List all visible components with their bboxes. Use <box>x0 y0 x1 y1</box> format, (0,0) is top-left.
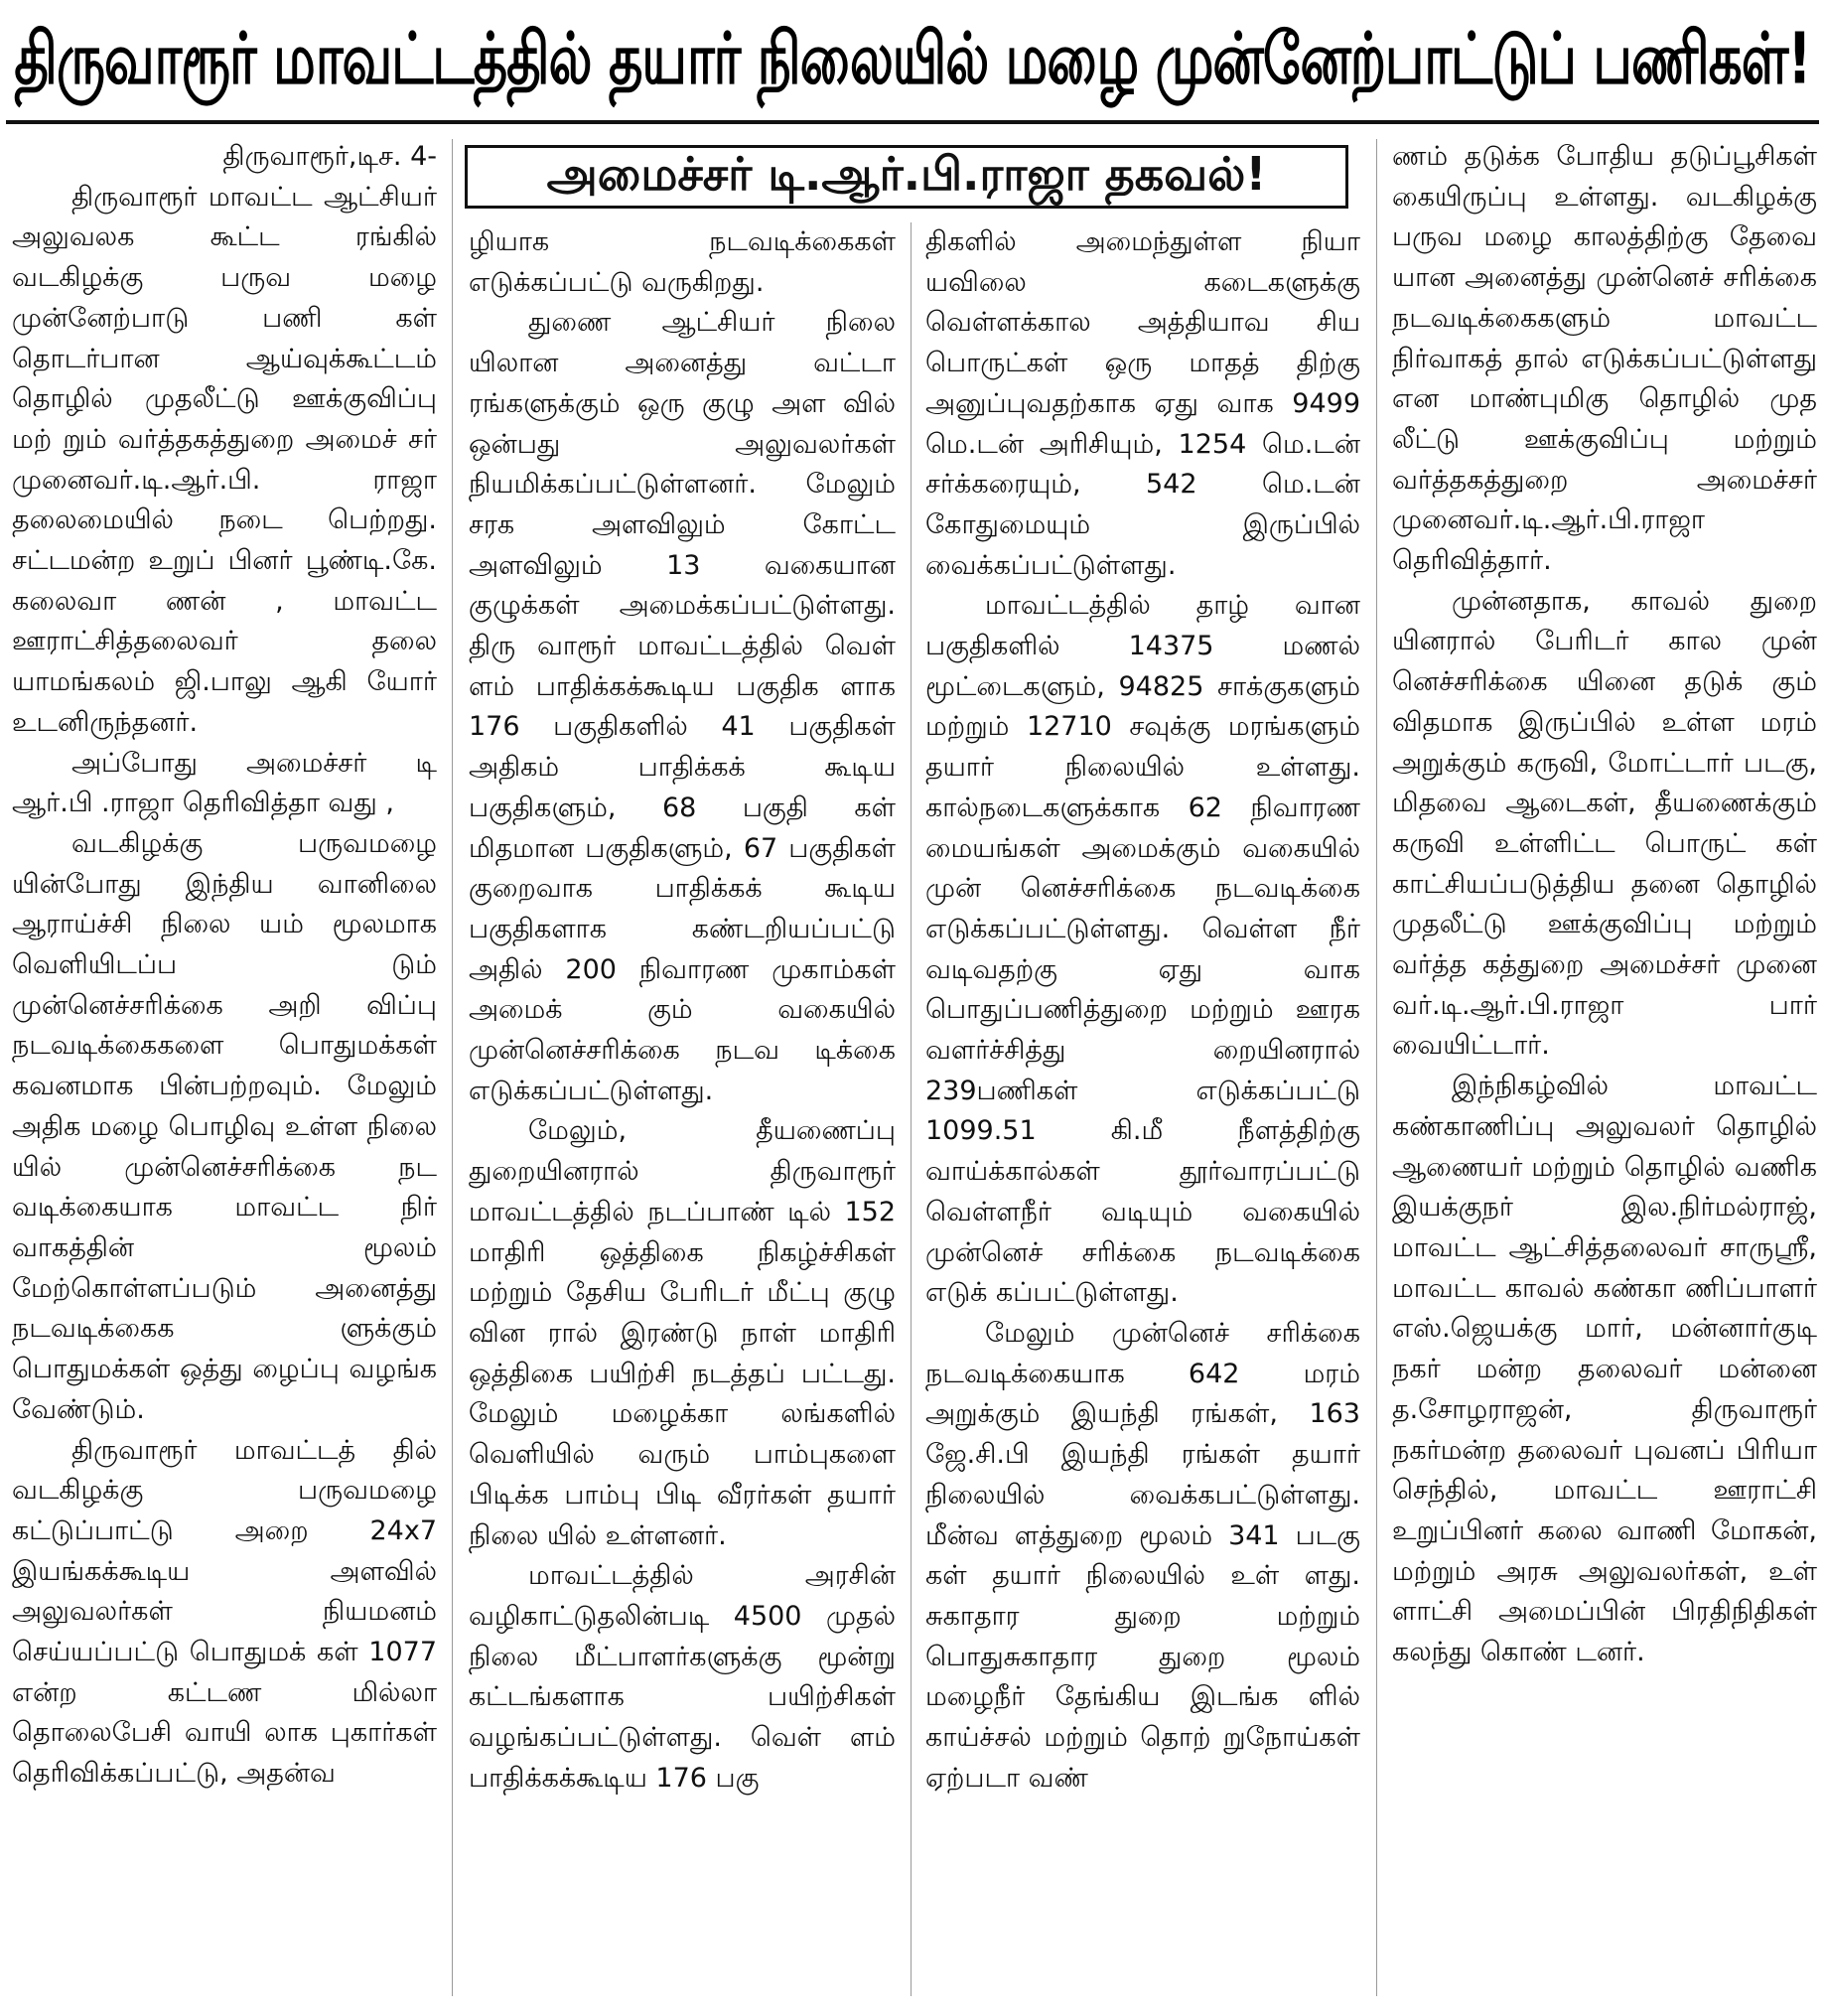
article-column-4 <box>1392 137 1817 1998</box>
paragraph: துணை ஆட்சியர் நிலை யிலான அனைத்து வட்டா ரங்களுக்கும் ஒரு குழு அள வில் ஒன்பது அலுவலர்கள் நியமிக்கப்பட்டுள்ளனர். மேலும் சரக அளவிலும் கோட்ட அளவிலும் 13 வகையான குழுக்கள் அமைக்கப்பட்டுள்ளது. திரு வாரூர் மாவட்டத்தில் வெள் ளம் பாதிக்கக்கூடிய பகுதிக ளாக 176 பகுதிகளில் 41 பகுதிகள் அதிகம் பாதிக்கக் கூடிய பகுதிகளும், 68 பகுதி கள் மிதமான பகுதிகளும், 67 பகுதிகள் குறைவாக பாதிக்கக் கூடிய பகுதிகளாக கண்டறியப்பட்டு அதில் 200 நிவாரண முகாம்கள் அமைக் கும் வகையில் முன்னெச்சரிக்கை நடவ டிக்கை எடுக்கப்பட்டுள்ளது. <box>469 307 896 1106</box>
article-column-2 <box>469 222 896 1998</box>
paragraph: ழியாக நடவடிக்கைகள் எடுக்கப்பட்டு வருகிறது. <box>469 226 896 298</box>
column-divider <box>911 222 912 1996</box>
article-column-1 <box>12 137 437 1998</box>
column-divider <box>452 139 453 1996</box>
paragraph: திருவாரூர் மாவட்டத் தில் வடகிழக்கு பருவமழை கட்டுப்பாட்டு அறை 24x7 இயங்கக்கூடிய அளவில் அலுவலர்கள் நியமனம் செய்யப்பட்டு பொதுமக் கள் 1077 என்ற கட்டண மில்லா தொலைபேசி வாயி லாக புகார்கள் தெரிவிக்கப்பட்டு, அதன்வ <box>12 1434 437 1790</box>
paragraph: ணம் தடுக்க போதிய தடுப்பூசிகள் கையிருப்பு உள்ளது. வடகிழக்கு பருவ மழை காலத்திற்கு தேவை யான அனைத்து முன்னெச் சரிக்கை நடவடிக்கைகளும் மாவட்ட நிர்வாகத் தால் எடுக்கப்பட்டுள்ளது என மாண்புமிகு தொழில் முத லீட்டு ஊக்குவிப்பு மற்றும் வர்த்தகத்துறை அமைச்சர் முனைவர்.டி.ஆர்.பி.ராஜா தெரிவித்தார். <box>1392 141 1817 577</box>
paragraph: மேலும், தீயணைப்பு துறையினரால் திருவாரூர் மாவட்டத்தில் நடப்பாண் டில் 152 மாதிரி ஒத்திகை நிகழ்ச்சிகள் மற்றும் தேசிய பேரிடர் மீட்பு குழு வின ரால் இரண்டு நாள் மாதிரி ஒத்திகை பயிற்சி நடத்தப் பட்டது. மேலும் மழைக்கா லங்களில் வெளியில் வரும் பாம்புகளை பிடிக்க பாம்பு பிடி வீரர்கள் தயார் நிலை யில் உள்ளனர். <box>469 1115 896 1551</box>
paragraph: மாவட்டத்தில் தாழ் வான பகுதிகளில் 14375 மணல் மூட்டைகளும், 94825 சாக்குகளும் மற்றும் 12710 சவுக்கு மரங்களும் தயார் நிலையில் உள்ளது. கால்நடைகளுக்காக 62 நிவாரண மையங்கள் அமைக்கும் வகையில் முன் னெச்சரிக்கை நடவடிக்கை எடுக்கப்பட்டுள்ளது. வெள்ள நீர் வடிவதற்கு ஏது வாக பொதுப்பணித்துறை மற்றும் ஊரக வளர்ச்சித்து றையினரால் 239பணிகள் எடுக்கப்பட்டு 1099.51 கி.மீ நீளத்திற்கு வாய்க்கால்கள் தூர்வாரப்பட்டு வெள்ளநீர் வடியும் வகையில் முன்னெச் சரிக்கை நடவடிக்கை எடுக் கப்பட்டுள்ளது. <box>925 590 1360 1309</box>
paragraph: திருவாரூர் மாவட்ட ஆட்சியர் அலுவலக கூட்ட ரங்கில் வடகிழக்கு பருவ மழை முன்னேற்பாடு பணி கள் தொடர்பான ஆய்வுக்கூட்டம் தொழில் முதலீட்டு ஊக்குவிப்பு மற் றும் வர்த்தகத்துறை அமைச் சர் முனைவர்.டி.ஆர்.பி. ராஜா தலைமையில் நடை பெற்றது. சட்டமன்ற உறுப் பினர் பூண்டி.கே. கலைவா ணன் , மாவட்ட ஊராட்சித்தலைவர் தலை யாமங்கலம் ஜி.பாலு ஆகி யோர் உடனிருந்தனர். <box>12 181 437 738</box>
paragraph: மேலும் முன்னெச் சரிக்கை நடவடிக்கையாக 642 மரம் அறுக்கும் இயந்தி ரங்கள், 163 ஜே.சி.பி இயந்தி ரங்கள் தயார் நிலையில் வைக்கபட்டுள்ளது. மீன்வ ளத்துறை மூலம் 341 படகு கள் தயார் நிலையில் உள் ளது. சுகாதார துறை மற்றும் பொதுசுகாதார துறை மூலம் மழைநீர் தேங்கிய இடங்க ளில் காய்ச்சல் மற்றும் தொற் றுநோய்கள் ஏற்படா வண் <box>925 1317 1360 1794</box>
dateline: திருவாரூர்,டிச. 4- <box>222 141 437 172</box>
headline: திருவாரூர் மாவட்டத்தில் தயார் நிலையில் மழை முன்னேற்பாட்டுப் பணிகள்! <box>14 17 1811 100</box>
paragraph: மாவட்டத்தில் அரசின் வழிகாட்டுதலின்படி 4500 முதல் நிலை மீட்பாளர்களுக்கு மூன்று கட்டங்களாக பயிற்சிகள் வழங்கப்பட்டுள்ளது. வெள் ளம் பாதிக்கக்கூடிய 176 பகு <box>469 1560 896 1794</box>
paragraph: திகளில் அமைந்துள்ள நியா யவிலை கடைகளுக்கு வெள்ளக்கால அத்தியாவ சிய பொருட்கள் ஒரு மாதத் திற்கு அனுப்புவதற்காக ஏது வாக 9499 மெ.டன் அரிசியும், 1254 மெ.டன் சர்க்கரையும், 542 மெ.டன் கோதுமையும் இருப்பில் வைக்கப்பட்டுள்ளது. <box>925 226 1360 581</box>
paragraph: முன்னதாக, காவல் துறை யினரால் பேரிடர் கால முன் னெச்சரிக்கை யினை தடுக் கும் விதமாக இருப்பில் உள்ள மரம் அறுக்கும் கருவி, மோட்டார் படகு, மிதவை ஆடைகள், தீயணைக்கும் கருவி உள்ளிட்ட பொருட் கள் காட்சியப்படுத்திய தனை தொழில் முதலீட்டு ஊக்குவிப்பு மற்றும் வர்த்த கத்துறை அமைச்சர் முனை வர்.டி.ஆர்.பி.ராஜா பார் வையிட்டார். <box>1392 585 1817 1062</box>
paragraph: இந்நிகழ்வில் மாவட்ட கண்காணிப்பு அலுவலர் தொழில் ஆணையர் மற்றும் தொழில் வணிக இயக்குநர் இல.நிர்மல்ராஜ், மாவட்ட ஆட்சித்தலைவர் சாருஸ்ரீ, மாவட்ட காவல் கண்கா ணிப்பாளர் எஸ்.ஜெயக்கு மார், மன்னார்குடி நகர் மன்ற தலைவர் மன்னை த.சோழராஜன், திருவாரூர் நகர்மன்ற தலைவர் புவனப் பிரியா செந்தில், மாவட்ட ஊராட்சி உறுப்பினர் கலை வாணி மோகன், மற்றும் அரசு அலுவலர்கள், உள் ளாட்சி அமைப்பின் பிரதிநிதிகள் கலந்து கொண் டனர். <box>1392 1071 1817 1668</box>
article-column-3 <box>925 222 1360 1998</box>
paragraph: அப்போது அமைச்சர் டி ஆர்.பி .ராஜா தெரிவித்தா வது , <box>12 747 437 819</box>
paragraph: வடகிழக்கு பருவமழை யின்போது இந்திய வானிலை ஆராய்ச்சி நிலை யம் மூலமாக வெளியிடப்ப டும் முன்னெச்சரிக்கை அறி விப்பு நடவடிக்கைகளை பொதுமக்கள் கவனமாக பின்பற்றவும். மேலும் அதிக மழை பொழிவு உள்ள நிலை யில் முன்னெச்சரிக்கை நட வடிக்கையாக மாவட்ட நிர் வாகத்தின் மூலம் மேற்கொள்ளப்படும் அனைத்து நடவடிக்கைக ளுக்கும் பொதுமக்கள் ஒத்து ழைப்பு வழங்க வேண்டும். <box>12 827 437 1425</box>
headline-rule <box>6 120 1819 124</box>
column-divider <box>1376 139 1377 1996</box>
subheadline: அமைச்சர் டி.ஆர்.பி.ராஜா தகவல்! <box>546 146 1267 201</box>
subheadline-box <box>465 145 1348 209</box>
